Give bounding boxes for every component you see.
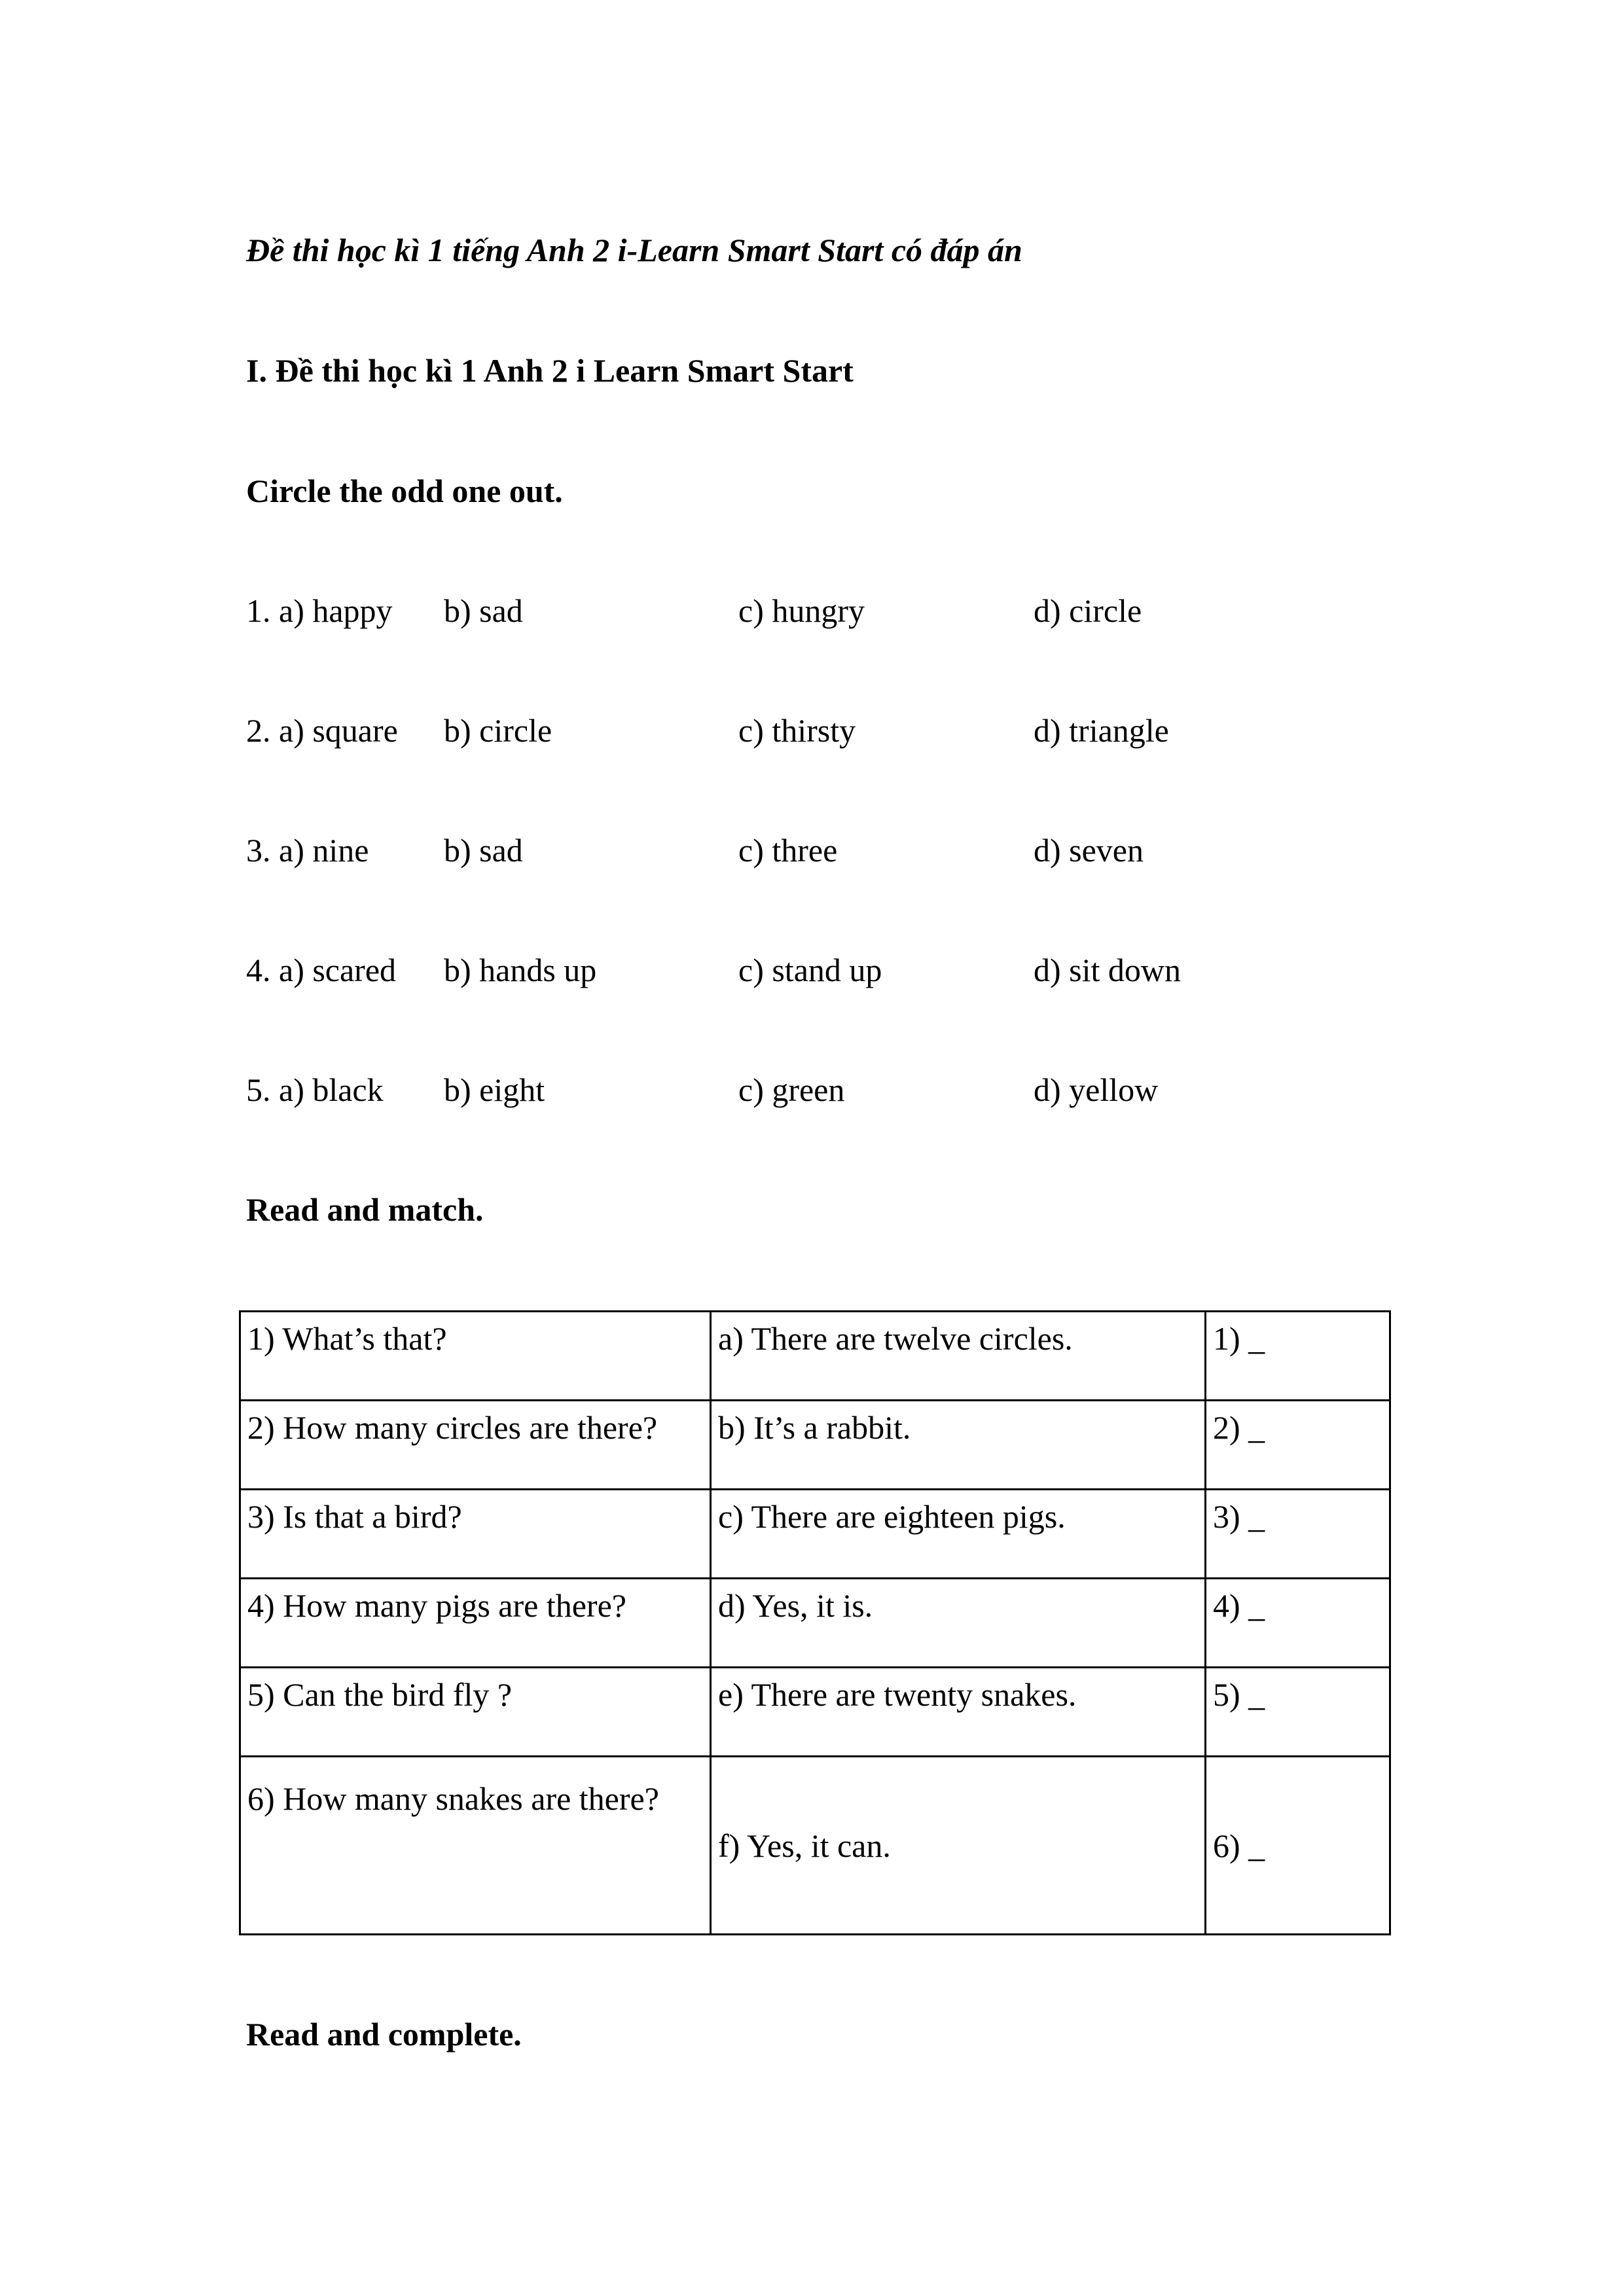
option-c: c) thirsty <box>738 712 856 749</box>
option-a: 5. a) black <box>246 1071 384 1108</box>
odd-one-out-question-2 <box>246 711 1424 750</box>
option-d: d) yellow <box>1034 1071 1159 1108</box>
option-d: d) seven <box>1034 832 1144 869</box>
answer-cell: d) Yes, it is. <box>711 1579 1206 1668</box>
option-c: c) three <box>738 832 838 869</box>
odd-one-out-instruction: Circle the odd one out. <box>246 473 563 509</box>
option-d: d) circle <box>1034 592 1142 629</box>
table-row <box>240 1401 1390 1490</box>
odd-one-out-question-3 <box>246 831 1424 870</box>
question-cell: 6) How many snakes are there? <box>240 1757 711 1935</box>
read-match-instruction: Read and match. <box>246 1191 484 1228</box>
question-cell: 4) How many pigs are there? <box>240 1579 711 1668</box>
answer-cell: c) There are eighteen pigs. <box>711 1490 1206 1579</box>
blank-cell[interactable]: 4) _ <box>1206 1579 1390 1668</box>
table-row <box>240 1668 1390 1757</box>
table-row <box>240 1312 1390 1401</box>
question-cell: 5) Can the bird fly ? <box>240 1668 711 1757</box>
table-row <box>240 1490 1390 1579</box>
option-b: b) sad <box>444 592 523 629</box>
document-title: Đề thi học kì 1 tiếng Anh 2 i-Learn Smart Start có đáp án <box>246 232 1022 268</box>
option-b: b) eight <box>444 1071 545 1108</box>
option-a: 1. a) happy <box>246 592 393 629</box>
option-a: 3. a) nine <box>246 832 369 869</box>
answer-cell: a) There are twelve circles. <box>711 1312 1206 1401</box>
option-d: d) triangle <box>1034 712 1169 749</box>
match-table <box>239 1310 1391 1935</box>
blank-cell[interactable]: 6) _ <box>1206 1757 1390 1935</box>
answer-cell: b) It’s a rabbit. <box>711 1401 1206 1490</box>
blank-cell[interactable]: 2) _ <box>1206 1401 1390 1490</box>
answer-cell: f) Yes, it can. <box>711 1757 1206 1935</box>
odd-one-out-question-5 <box>246 1070 1424 1109</box>
option-c: c) stand up <box>738 952 882 988</box>
option-b: b) circle <box>444 712 552 749</box>
option-b: b) sad <box>444 832 523 869</box>
blank-cell[interactable]: 3) _ <box>1206 1490 1390 1579</box>
odd-one-out-question-1 <box>246 591 1424 630</box>
option-c: c) green <box>738 1071 845 1108</box>
table-row <box>240 1757 1390 1935</box>
question-cell: 3) Is that a bird? <box>240 1490 711 1579</box>
question-cell: 1) What’s that? <box>240 1312 711 1401</box>
option-a: 4. a) scared <box>246 952 397 988</box>
section-heading: I. Đề thi học kì 1 Anh 2 i Learn Smart Start <box>246 352 854 389</box>
question-cell: 2) How many circles are there? <box>240 1401 711 1490</box>
option-c: c) hungry <box>738 592 865 629</box>
answer-cell: e) There are twenty snakes. <box>711 1668 1206 1757</box>
blank-cell[interactable]: 1) _ <box>1206 1312 1390 1401</box>
read-complete-instruction: Read and complete. <box>246 2016 522 2053</box>
option-a: 2. a) square <box>246 712 398 749</box>
table-row <box>240 1579 1390 1668</box>
option-b: b) hands up <box>444 952 597 988</box>
odd-one-out-question-4 <box>246 950 1424 990</box>
option-d: d) sit down <box>1034 952 1181 988</box>
blank-cell[interactable]: 5) _ <box>1206 1668 1390 1757</box>
